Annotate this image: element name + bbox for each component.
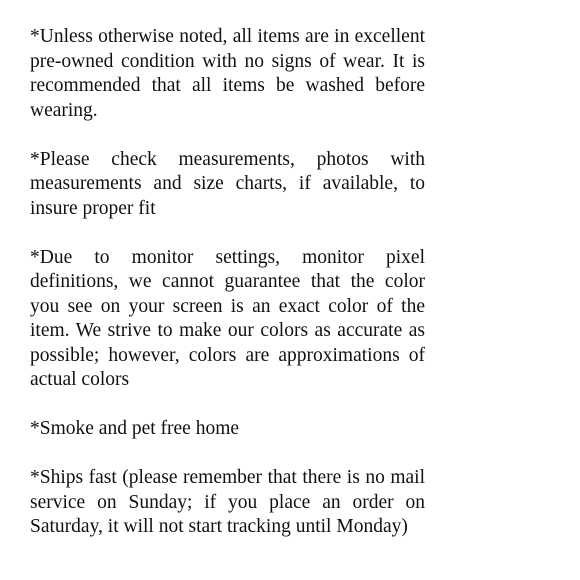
shipping-paragraph: *Ships fast (please remember that there is no mail service on Sunday; if you place an order on Saturday, it will not start tracking until Monday) bbox=[30, 467, 425, 537]
shop-policy-notice bbox=[30, 25, 425, 540]
color-disclaimer-paragraph: *Due to monitor settings, monitor pixel definitions, we cannot guarantee that the color you see on your screen is an exact color of the item. We strive to make our colors as accurate as possible; however, colors are approximations of actual colors bbox=[30, 246, 425, 390]
smoke-pet-free-paragraph: *Smoke and pet free home bbox=[30, 418, 240, 439]
measurements-paragraph: *Please check measurements, photos with measurements and size charts, if available, to insure proper fit bbox=[30, 148, 425, 219]
condition-paragraph: *Unless otherwise noted, all items are in excellent pre-owned condition with no signs of wear. It is recommended that all items be washed before wearing. bbox=[30, 26, 425, 121]
